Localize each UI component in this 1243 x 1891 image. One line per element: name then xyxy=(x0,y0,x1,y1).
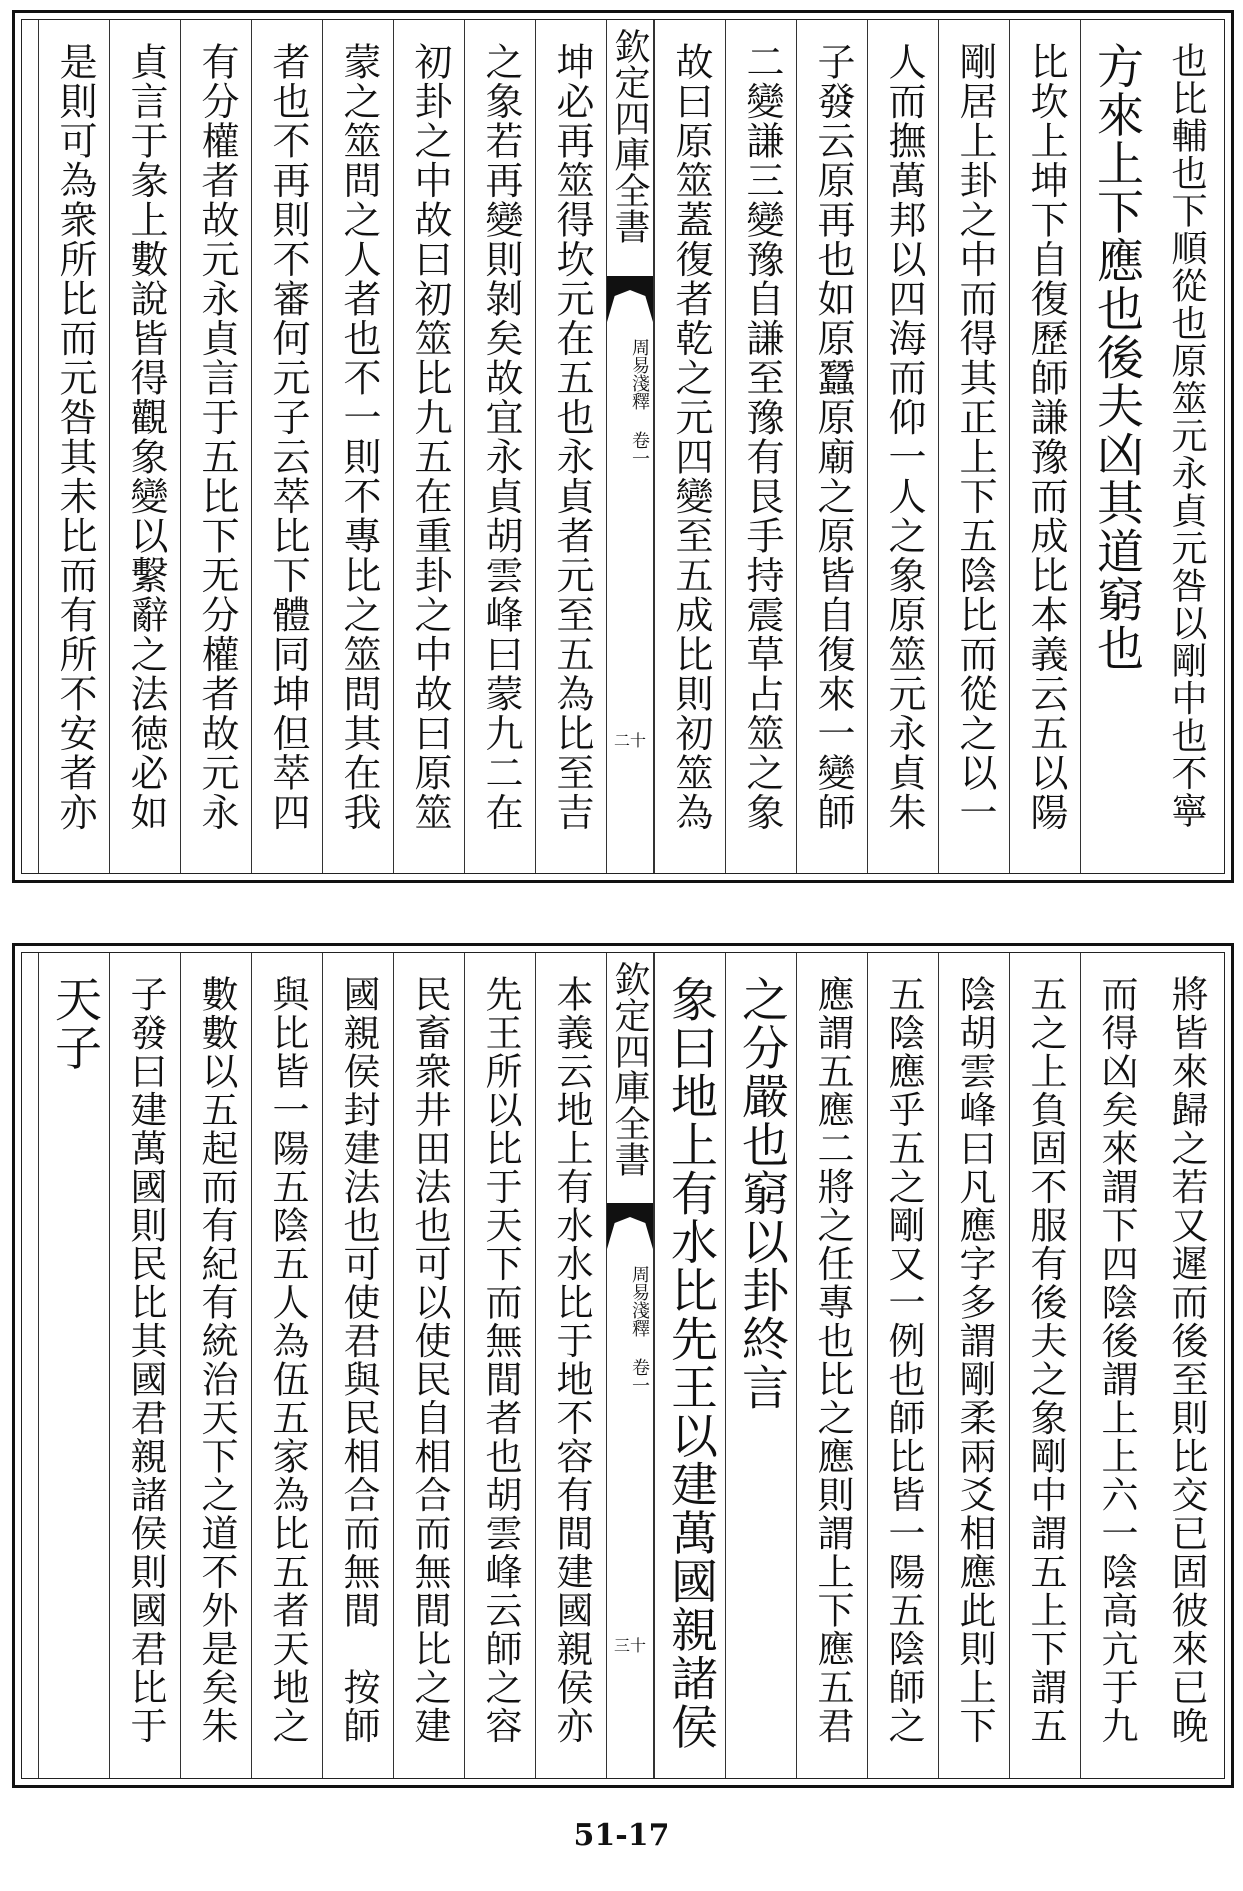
book-title: 欽定四庫全書 xyxy=(609,28,650,244)
text-column: 比坎上坤下自復歷師謙豫而成比本義云五以陽 xyxy=(1009,20,1080,873)
text-column: 蒙之筮問之人者也不一則不專比之筮問其在我 xyxy=(322,20,393,873)
text-column: 初卦之中故曰初筮比九五在重卦之中故曰原筮 xyxy=(393,20,464,873)
text-column: 者也不再則不審何元子云萃比下體同坤但萃四 xyxy=(251,20,322,873)
text-column: 與比皆一陽五陰五人為伍五家為比五者天地之 xyxy=(251,953,322,1778)
text-column: 數數以五起而有紀有統治天下之道不外是矣朱 xyxy=(180,953,251,1778)
text-column: 貞言于彖上數說皆得觀象變以繫辭之法徳必如 xyxy=(109,20,180,873)
text-column: 之分嚴也窮以卦終言 xyxy=(725,953,796,1778)
text-column: 人而撫萬邦以四海而仰一人之象原筮元永貞朱 xyxy=(867,20,938,873)
text-column: 將皆來歸之若又遲而後至則比交已固彼來已晚 xyxy=(1165,975,1208,1745)
text-column: 應謂五應二將之任專也比之應則謂上下應五君 xyxy=(796,953,867,1778)
text-column: 子發云原再也如原蠶原廟之原皆自復來一變師 xyxy=(796,20,867,873)
text-column: 剛居上卦之中而得其正上下五陰比而從之以一 xyxy=(938,20,1009,873)
text-column: 民畜衆井田法也可以使民自相合而無間比之建 xyxy=(393,953,464,1778)
folio-number: 三十 xyxy=(613,1636,646,1655)
bottom-page-inner-border xyxy=(21,952,1225,1779)
text-column: 二變謙三變豫自謙至豫有艮手持震草占筮之象 xyxy=(725,20,796,873)
center-fold-strip xyxy=(606,953,654,1778)
page-number: 51-17 xyxy=(573,1818,670,1853)
text-column: 故曰原筮蓋復者乾之元四變至五成比則初筮為 xyxy=(654,20,725,873)
text-column: 象曰地上有水比先王以建萬國親諸侯 xyxy=(654,953,725,1778)
text-column: 之象若再變則剝矣故宜永貞胡雲峰曰蒙九二在 xyxy=(464,20,535,873)
text-column: 本義云地上有水水比于地不容有間建國親侯亦 xyxy=(535,953,606,1778)
text-column: 也比輔也下順從也原筮元永貞元咎以剛中也不寧 xyxy=(1166,42,1207,830)
top-page-frame xyxy=(12,10,1234,883)
text-column: 而得凶矣來謂下四陰後謂上上六一陰高亢于九 xyxy=(1080,953,1151,1778)
fishtail-mark-icon xyxy=(607,1203,653,1249)
text-column: 五之上負固不服有後夫之象剛中謂五上下謂五 xyxy=(1009,953,1080,1778)
text-column: 是則可為衆所比而元咎其未比而有所不安者亦 xyxy=(38,20,109,873)
text-column: 國親侯封建法也可使君與民相合而無間 按師 xyxy=(322,953,393,1778)
folio-number: 二十 xyxy=(613,731,646,750)
volume-label: 周易淺釋 卷一 xyxy=(629,1265,650,1394)
text-column: 天子 xyxy=(38,953,109,1778)
fishtail-mark-icon xyxy=(607,276,653,322)
text-column: 坤必再筮得坎元在五也永貞者元至五為比至吉 xyxy=(535,20,606,873)
center-fold-strip xyxy=(606,20,654,873)
text-column: 陰胡雲峰曰凡應字多謂剛柔兩爻相應此則上下 xyxy=(938,953,1009,1778)
text-column: 子發曰建萬國則民比其國君親諸侯則國君比于 xyxy=(109,953,180,1778)
text-column: 先王所以比于天下而無間者也胡雲峰云師之容 xyxy=(464,953,535,1778)
top-page-inner-border xyxy=(21,19,1225,874)
book-title: 欽定四庫全書 xyxy=(609,961,650,1177)
text-column: 五陰應乎五之剛又一例也師比皆一陽五陰師之 xyxy=(867,953,938,1778)
text-column: 有分權者故元永貞言于五比下无分權者故元永 xyxy=(180,20,251,873)
text-column: 方來上下應也後夫凶其道窮也 xyxy=(1080,20,1151,873)
bottom-page-frame xyxy=(12,943,1234,1788)
volume-label: 周易淺釋 卷一 xyxy=(629,338,650,467)
